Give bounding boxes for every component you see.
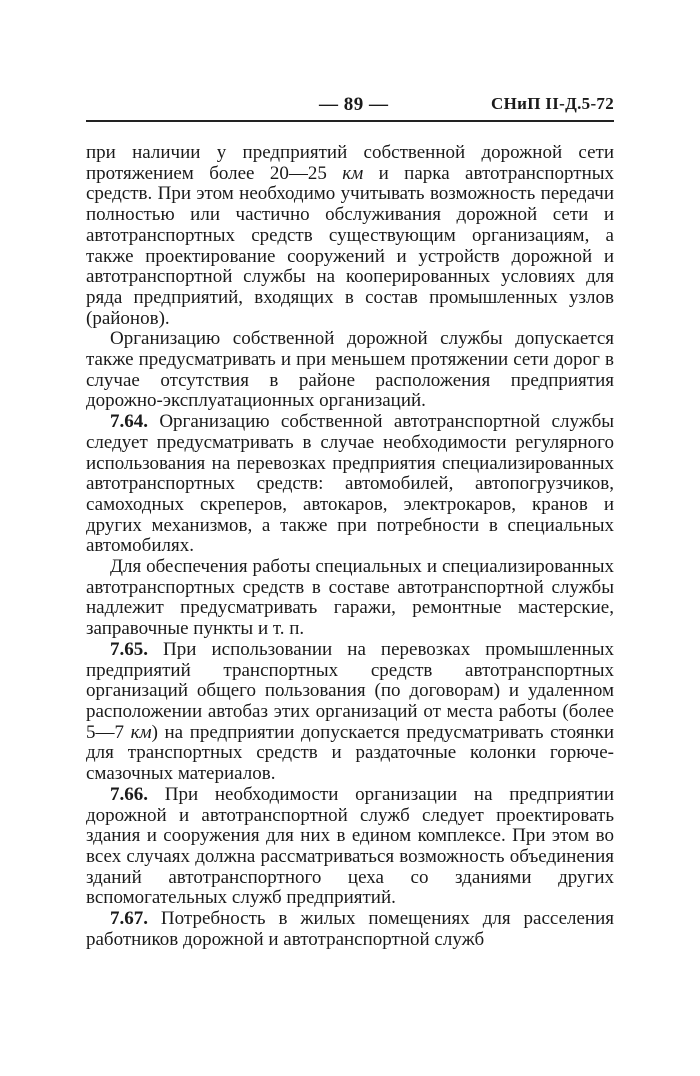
paragraph-text: ) на предприятии допускается предусматривать стоянки для транспортных средств и раздаточные колонки горюче-смазочных материалов. (86, 721, 615, 785)
paragraph (86, 640, 614, 785)
unit-abbreviation: км (342, 162, 364, 184)
document-code: СНиП II-Д.5-72 (491, 94, 614, 113)
paragraph (86, 143, 614, 329)
section-number: 7.66. (110, 783, 148, 805)
section-number: 7.64. (110, 411, 148, 433)
page-header (86, 94, 614, 118)
paragraph-text: Организацию собственной автотранспортной службы следует предусматривать в случае необходимости регулярного использования на перевозках предприятия специализированных автотранспортных средств: автомобилей, автопогрузчиков, самоходных скреперов, автокаров, электрокаров, кранов и других механизмов, а также при потребности в специальных автомобилях. (86, 411, 614, 557)
header-rule (86, 120, 614, 122)
paragraph-text: при наличии у предприятий собственной дорожной сети протяжением более 20—25 (86, 142, 614, 184)
paragraph-text: и парка автотранспортных средств. При этом необходимо учитывать возможность передачи полностью или частично обслуживания дорожной сети и автотранспортных средств существующим организациям, а также проектирование сооружений и устройств дорожной и автотранспортной службы на кооперированных условиях для ряда предприятий, входящих в состав промышленных узлов (районов). (86, 162, 615, 329)
paragraph (86, 412, 614, 557)
body-text (86, 143, 614, 950)
page-number: — 89 — (319, 94, 389, 115)
section-number: 7.65. (110, 638, 148, 660)
paragraph (86, 329, 614, 412)
paragraph-text: Для обеспечения работы специальных и специализированных автотранспортных средств в составе автотранспортной службы надлежит предусматривать гаражи, ремонтные мастерские, заправочные пункты и т. п. (86, 556, 614, 640)
paragraph-text: Организацию собственной дорожной службы допускается также предусматривать и при меньшем протяжении сети дорог в случае отсутствия в районе расположения предприятия дорожно-эксплуатационных организаций. (86, 328, 614, 412)
paragraph-text: При необходимости организации на предприятии дорожной и автотранспортной служб следует проектировать здания и сооружения для них в едином комплексе. При этом во всех случаях должна рассматриваться возможность объединения зданий автотранспортного цеха со зданиями других вспомогательных служб предприятий. (86, 783, 614, 909)
paragraph-text: Потребность в жилых помещениях для расселения работников дорожной и автотранспортной служб (86, 908, 614, 950)
section-number: 7.67. (110, 908, 148, 930)
unit-abbreviation: км (130, 721, 152, 743)
paragraph (86, 785, 614, 909)
paragraph (86, 909, 614, 950)
paragraph (86, 557, 614, 640)
paragraph-text: При использовании на перевозках промышленных предприятий транспортных средств автотранспортных организаций общего пользования (по договорам) и удаленном расположении автобаз этих организаций от места работы (более 5—7 (86, 638, 614, 743)
